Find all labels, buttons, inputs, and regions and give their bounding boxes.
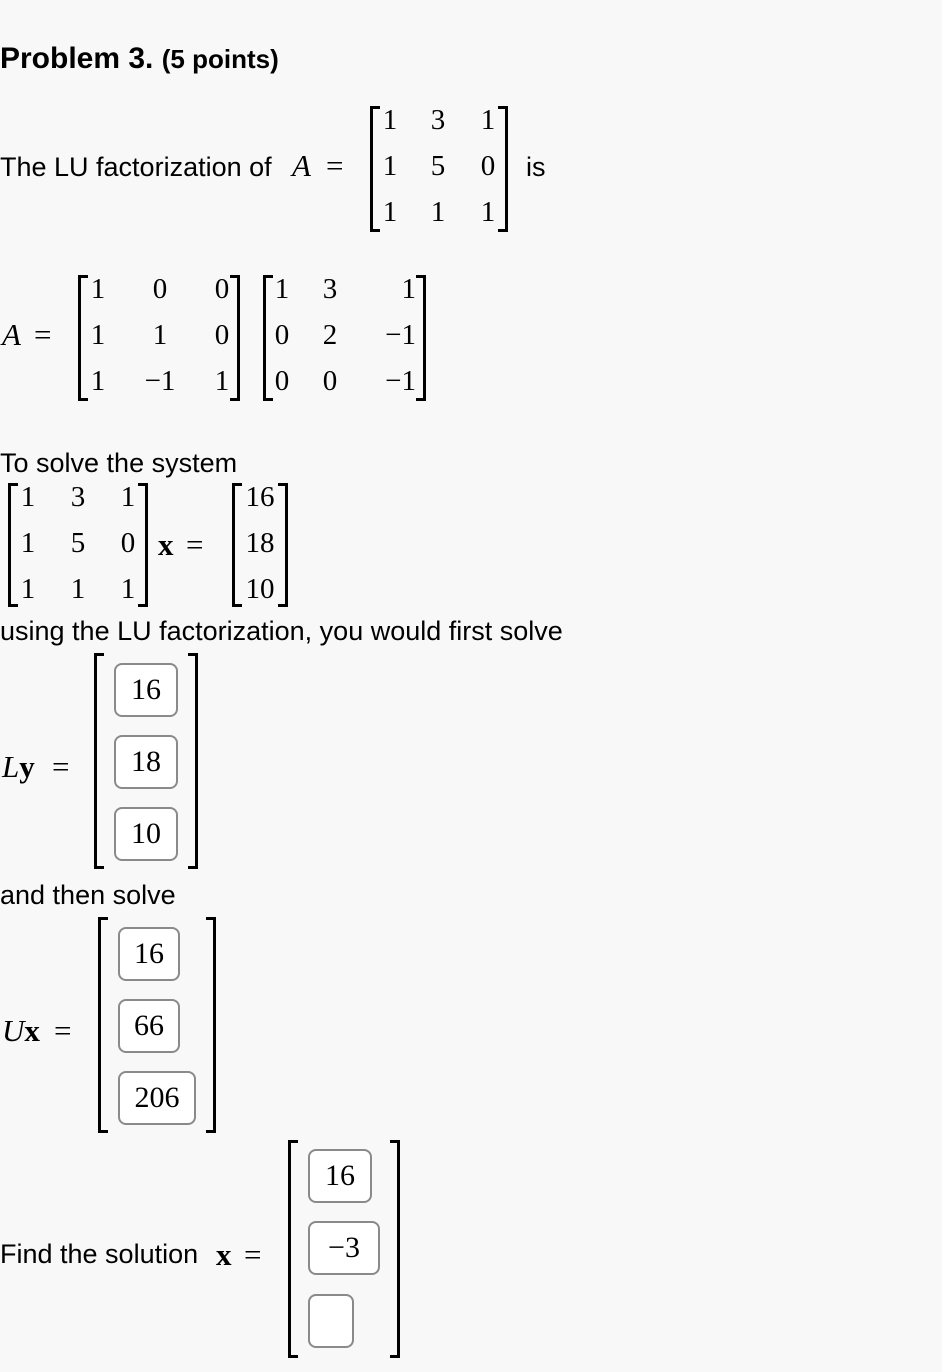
Ux-equals: = bbox=[54, 1013, 72, 1048]
ux1-input[interactable]: 16 bbox=[118, 927, 180, 981]
matrix-cell: −1 bbox=[385, 319, 416, 351]
matrix-cell: 1 bbox=[70, 573, 86, 605]
matrix-cell: 1 bbox=[90, 365, 106, 397]
intro-text: The LU factorization of bbox=[0, 152, 272, 182]
matrix-cell: 1 bbox=[480, 196, 496, 228]
matrix-cell: 1 bbox=[382, 104, 398, 136]
vector-cell: 18 bbox=[245, 527, 275, 559]
system-x-symbol: x bbox=[158, 527, 174, 562]
matrix-cell: 3 bbox=[70, 481, 86, 513]
matrix-cell: 1 bbox=[20, 573, 36, 605]
U-matrix-right-bracket bbox=[416, 275, 426, 401]
ux3-input[interactable]: 206 bbox=[118, 1071, 196, 1125]
step2-label: and then solve bbox=[0, 880, 176, 910]
matrix-cell: 1 bbox=[90, 273, 106, 305]
x-left-bracket bbox=[288, 1140, 298, 1358]
x3-input[interactable] bbox=[308, 1294, 354, 1348]
Ly-lhs bbox=[2, 751, 35, 782]
problem-title bbox=[0, 44, 279, 74]
final-label: Find the solution bbox=[0, 1239, 199, 1269]
matrix-cell: 1 bbox=[430, 196, 446, 228]
vector-cell: 16 bbox=[245, 481, 275, 513]
matrix-cell: 1 bbox=[120, 573, 136, 605]
problem-number: Problem 3. bbox=[0, 42, 154, 75]
intro-A-symbol: A bbox=[292, 148, 311, 183]
step1-label: using the LU factorization, you would first solve bbox=[0, 616, 563, 646]
problem-points: (5 points) bbox=[161, 44, 279, 74]
matrix-cell: 1 bbox=[90, 319, 106, 351]
intro-suffix: is bbox=[526, 152, 546, 182]
final-x-symbol: x bbox=[216, 1237, 232, 1272]
system-matrix-right-bracket bbox=[138, 483, 148, 607]
matrix-cell: 0 bbox=[152, 273, 168, 305]
L-matrix-right-bracket bbox=[230, 275, 240, 401]
matrix-cell: 1 bbox=[382, 196, 398, 228]
Ux-left-bracket bbox=[98, 917, 108, 1133]
Ly-equals: = bbox=[52, 749, 70, 784]
intro-equals: = bbox=[326, 148, 344, 183]
matrix-cell: 1 bbox=[274, 273, 290, 305]
y1-input[interactable]: 16 bbox=[114, 663, 178, 717]
matrix-cell: 0 bbox=[480, 150, 496, 182]
matrix-cell: 0 bbox=[120, 527, 136, 559]
matrix-cell: 1 bbox=[152, 319, 168, 351]
matrix-cell: 3 bbox=[322, 273, 338, 305]
system-label: To solve the system bbox=[0, 448, 238, 478]
Ly-right-bracket bbox=[188, 653, 198, 869]
matrix-cell: 1 bbox=[480, 104, 496, 136]
matrix-cell: 0 bbox=[274, 319, 290, 351]
matrix-cell: 1 bbox=[401, 273, 416, 305]
matrix-cell: 0 bbox=[322, 365, 338, 397]
matrix-cell: 1 bbox=[120, 481, 136, 513]
x1-input[interactable]: 16 bbox=[308, 1149, 372, 1203]
ux2-input[interactable]: 66 bbox=[118, 999, 180, 1053]
matrix-cell: −1 bbox=[385, 365, 416, 397]
y-symbol: y bbox=[19, 749, 35, 784]
matrix-cell: 0 bbox=[214, 319, 230, 351]
matrix-cell: 1 bbox=[382, 150, 398, 182]
factor-A-symbol: A bbox=[2, 317, 21, 352]
L-symbol: L bbox=[2, 749, 20, 784]
matrix-cell: 5 bbox=[70, 527, 86, 559]
matrix-cell: 0 bbox=[214, 273, 230, 305]
matrix-cell: 5 bbox=[430, 150, 446, 182]
final-equals: = bbox=[244, 1237, 262, 1272]
matrix-cell: 2 bbox=[322, 319, 338, 351]
vector-cell: 10 bbox=[245, 573, 275, 605]
x2-input[interactable]: −3 bbox=[308, 1221, 380, 1275]
U-symbol: U bbox=[2, 1013, 25, 1048]
y3-input[interactable]: 10 bbox=[114, 807, 178, 861]
Ly-left-bracket bbox=[94, 653, 104, 869]
y2-input[interactable]: 18 bbox=[114, 735, 178, 789]
system-equals: = bbox=[186, 527, 204, 562]
matrix-cell: 3 bbox=[430, 104, 446, 136]
factor-equals: = bbox=[34, 317, 52, 352]
Ux-right-bracket bbox=[206, 917, 216, 1133]
matrix-cell: 1 bbox=[20, 481, 36, 513]
matrix-cell: 0 bbox=[274, 365, 290, 397]
x-right-bracket bbox=[390, 1140, 400, 1358]
intro-matrix-right-bracket bbox=[498, 106, 508, 232]
matrix-cell: 1 bbox=[214, 365, 230, 397]
matrix-cell: 1 bbox=[20, 527, 36, 559]
b-vector-right-bracket bbox=[278, 483, 288, 607]
matrix-cell: −1 bbox=[144, 365, 176, 397]
x-symbol: x bbox=[24, 1013, 40, 1048]
Ux-lhs bbox=[2, 1015, 40, 1046]
